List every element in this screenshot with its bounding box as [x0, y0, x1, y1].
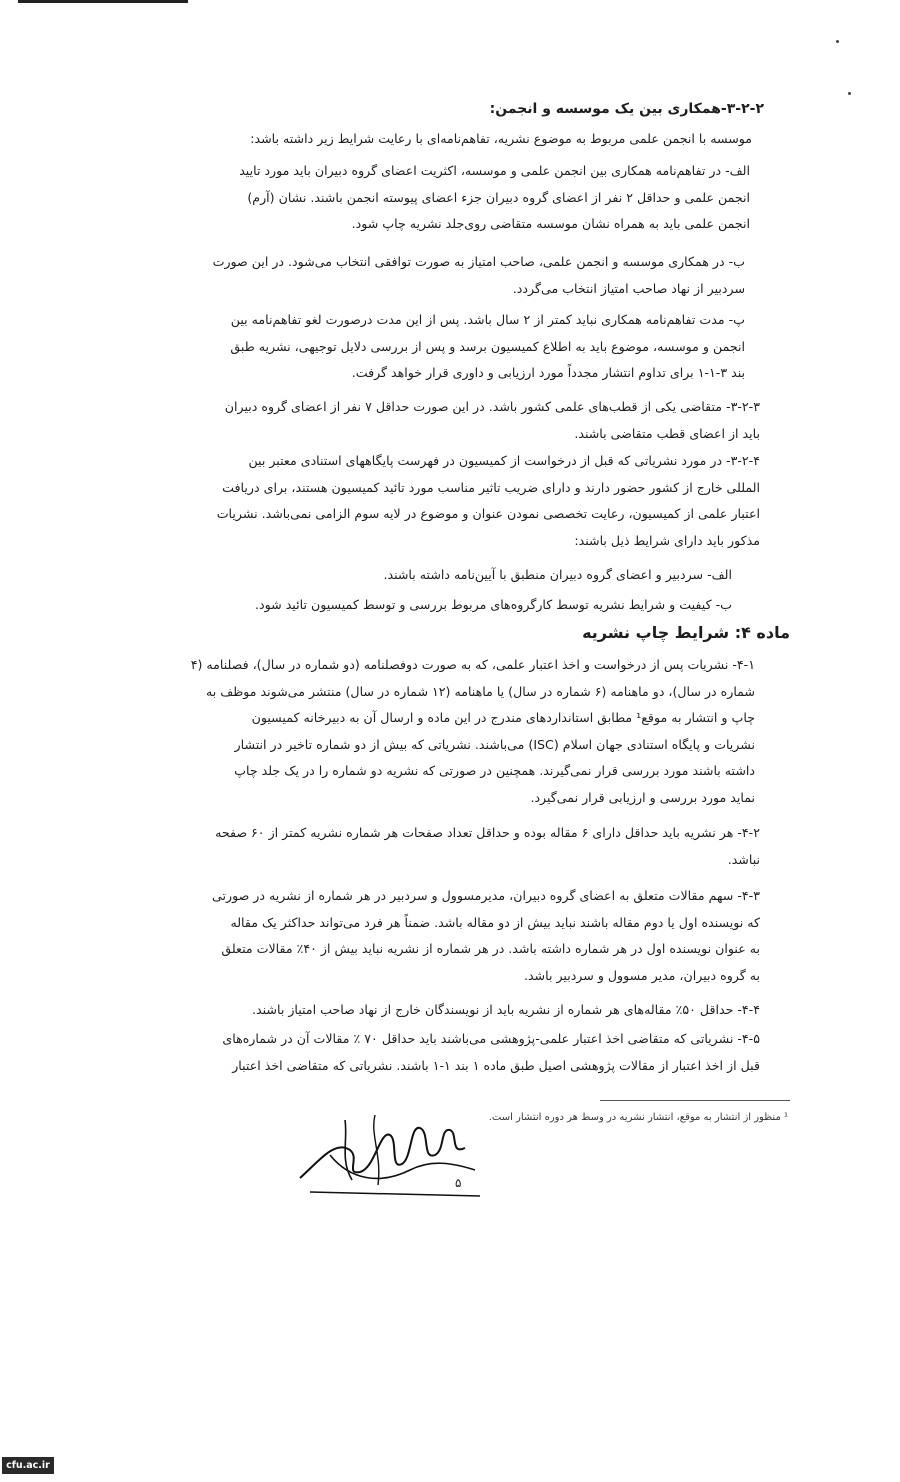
site-watermark-badge: cfu.ac.ir	[2, 1457, 54, 1474]
clause-pe: پ- مدت تفاهم‌نامه همکاری نباید کمتر از ۲ سال باشد. پس از این مدت درصورت لغو تفاهم‌نامه بین انجمن و موسسه، موضوع باید به اطلاع کمیسیون برسد و پس از بررسی دلایل توجیهی، نشریه طبق بند ۳-۱-۱ برای تداوم انتشار مجدداً مورد ارزیابی و داوری قرار خواهد گرفت.	[230, 312, 745, 380]
section-4-4: ۴-۴- حداقل ۵۰٪ مقاله‌های هر شماره از نشریه باید از نویسندگان خارج از نهاد صاحب امتیاز باشند.	[252, 1002, 760, 1017]
section-3-2-4-alef: الف- سردبیر و اعضای گروه دبیران منطبق با آیین‌نامه داشته باشند.	[383, 567, 732, 582]
section-3-2-2-intro: موسسه با انجمن علمی مربوط به موضوع نشریه، تفاهم‌نامه‌ای با رعایت شرایط زیر داشته باشد:	[250, 131, 752, 146]
footnote: ¹ منظور از انتشار به موقع، انتشار نشریه در وسط هر دوره انتشار است.	[488, 1112, 788, 1123]
article-4-heading: ماده ۴: شرایط چاپ نشریه	[582, 623, 790, 642]
section-3-2-2-heading: ۳-۲-۲-همکاری بین یک موسسه و انجمن:	[489, 101, 764, 117]
clause-alef: الف- در تفاهم‌نامه همکاری بین انجمن علمی و موسسه، اکثریت اعضای گروه دبیران باید مورد تایید انجمن علمی و حداقل ۲ نفر از اعضای گروه دبیران جزء اعضای پیوسته انجمن باشند. نشان (آرم) انجمن علمی باید به همراه نشان موسسه متقاضی روی‌جلد نشریه چاپ شود.	[239, 163, 750, 231]
clause-be: ب- در همکاری موسسه و انجمن علمی، صاحب امتیاز به صورت توافقی انتخاب می‌شود. در این صورت سردبیر از نهاد صاحب امتیاز انتخاب می‌گردد.	[212, 254, 745, 296]
footnote-rule	[600, 1100, 790, 1101]
top-border-line	[18, 0, 188, 3]
scan-speck	[836, 40, 839, 43]
section-4-1: ۴-۱- نشریات پس از درخواست و اخذ اعتبار علمی، که به صورت دوفصلنامه (دو شماره در سال)، فصلنامه (۴ شماره در سال)، دو ماهنامه (۶ شماره در سال) یا ماهنامه (۱۲ شماره در سال) منتشر می‌شوند موظف به چاپ و انتشار به موقع¹ مطابق استانداردهای مندرج در این ماده و ارسال آن به دبیرخانه کمیسیون نشریات و پایگاه استنادی جهان اسلام (ISC) می‌باشند. نشریاتی که بیش از دو شماره تاخیر در انتشار داشته باشند مورد بررسی قرار نمی‌گیرند. همچنین در صورتی که نشریه دو شماره را در یک جلد چاپ نماید مورد بررسی و ارزیابی قرار نمی‌گیرد.	[190, 657, 755, 805]
section-4-5: ۴-۵- نشریاتی که متقاضی اخذ اعتبار علمی-پژوهشی می‌باشند باید حداقل ۷۰ ٪ مقالات آن در شماره‌های قبل از اخذ اعتبار از مقالات پژوهشی اصیل طبق ماده ۱ بند ۱-۱ باشند. نشریاتی که متقاضی اخذ اعتبار	[222, 1031, 760, 1073]
section-4-2: ۴-۲- هر نشریه باید حداقل دارای ۶ مقاله بوده و حداقل تعداد صفحات هر شماره نشریه کمتر از ۶۰ صفحه نباشد.	[215, 825, 760, 867]
section-4-3: ۴-۳- سهم مقالات متعلق به اعضای گروه دبیران، مدیرمسوول و سردبیر در هر شماره از نشریه در صورتی که نویسنده اول یا دوم مقاله باشند نباید بیش از دو مقاله باشد. ضمناً هر فرد می‌تواند حداکثر یک مقاله به عنوان نویسنده اول در هر شماره داشته باشد. در هر شماره از نشریه نباید بیش از ۴۰٪ مقالات متعلق به گروه دبیران، مدیر مسوول و سردبیر باشد.	[212, 888, 760, 983]
section-3-2-3: ۳-۲-۳- متقاضی یکی از قطب‌های علمی کشور باشد. در این صورت حداقل ۷ نفر از اعضای گروه دبیران باید از اعضای قطب متقاضی باشند.	[224, 399, 760, 441]
scan-speck	[848, 92, 851, 95]
section-3-2-4: ۳-۲-۴- در مورد نشریاتی که قبل از درخواست از کمیسیون در فهرست پایگاههای استنادی معتبر بین المللی خارج از کشور حضور دارند و دارای ضریب تاثیر مناسب مورد تائید کمیسیون هستند، برای دریافت اعتبار علمی از کمیسیون، رعایت تخصصی نمودن عنوان و موضوع در لایه سوم الزامی نمی‌باشد. نشریات مذکور باید دارای شرایط ذیل باشند:	[216, 453, 760, 548]
section-3-2-4-be: ب- کیفیت و شرایط نشریه توسط کارگروه‌های مربوط بررسی و توسط کمیسیون تائید شود.	[255, 597, 732, 612]
page-number: ۵	[455, 1176, 462, 1190]
